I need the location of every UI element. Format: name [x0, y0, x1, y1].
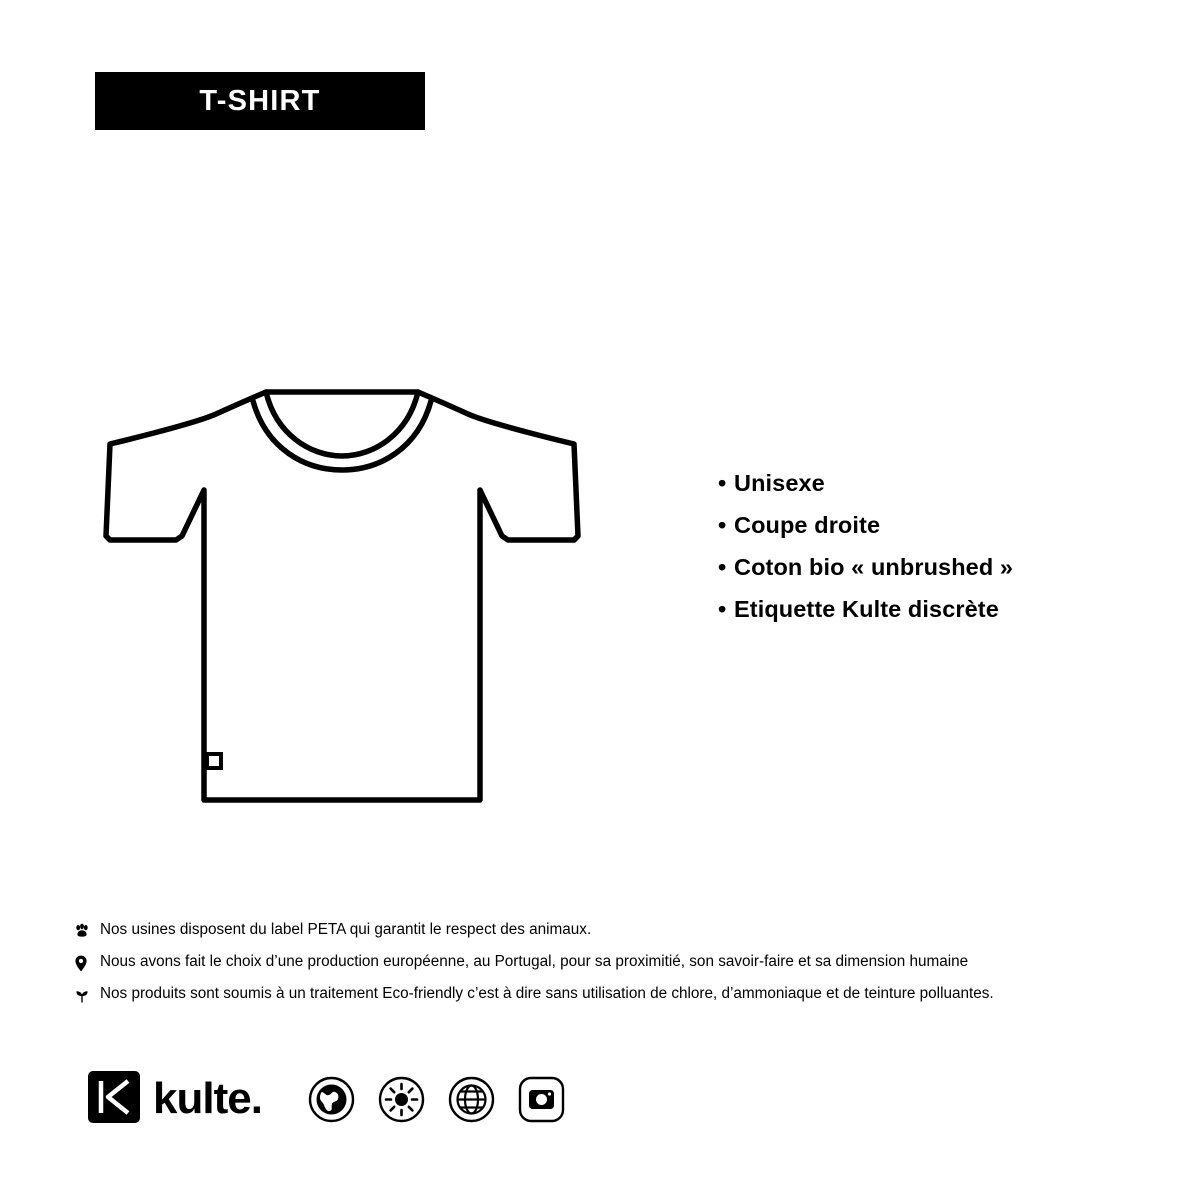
footer [86, 1063, 1086, 1135]
page-title-banner [95, 72, 425, 130]
feature-item [718, 462, 1148, 504]
bullet-icon: • [718, 470, 727, 496]
kulte-k-logo-icon [86, 1069, 142, 1130]
feature-item [718, 504, 1148, 546]
feature-label: Etiquette Kulte discrète [734, 596, 999, 622]
map-pin-icon [74, 952, 100, 973]
globe-icon [308, 1076, 355, 1123]
bullet-icon: • [718, 596, 727, 622]
sun-icon [378, 1076, 425, 1123]
feature-label: Coupe droite [734, 512, 881, 538]
page-title: T-SHIRT [199, 84, 321, 117]
paw-icon [74, 920, 100, 941]
note-row [74, 984, 1114, 1005]
brand-wordmark [153, 1074, 262, 1123]
note-text: Nos usines disposent du label PETA qui garantit le respect des animaux. [100, 921, 592, 938]
note-text: Nos produits sont soumis à un traitement Eco-friendly c’est à dire sans utilisation de chlore, d’ammoniaque et de teinture polluantes. [100, 985, 994, 1002]
notes-list [74, 920, 1114, 1016]
brand-wordmark-text: kulte [153, 1074, 251, 1123]
feature-label: Coton bio « unbrushed » [734, 554, 1014, 580]
grid-globe-icon [448, 1076, 495, 1123]
tshirt-illustration [70, 360, 630, 830]
leaf-icon [74, 984, 100, 1005]
bullet-icon: • [718, 554, 727, 580]
care-icon-list [308, 1076, 565, 1123]
camera-icon [518, 1076, 565, 1123]
brand-logo [86, 1069, 262, 1129]
note-row [74, 952, 1114, 973]
feature-item [718, 588, 1148, 630]
feature-label: Unisexe [734, 470, 825, 496]
bullet-icon: • [718, 512, 727, 538]
note-text: Nous avons fait le choix d’une production européenne, au Portugal, pour sa proximitié, son savoir-faire et sa dimension humaine [100, 953, 969, 970]
feature-list [718, 462, 1148, 630]
note-row [74, 920, 1114, 941]
brand-wordmark-dot: . [250, 1074, 262, 1123]
tshirt-outline-icon [70, 360, 630, 830]
feature-item [718, 546, 1148, 588]
